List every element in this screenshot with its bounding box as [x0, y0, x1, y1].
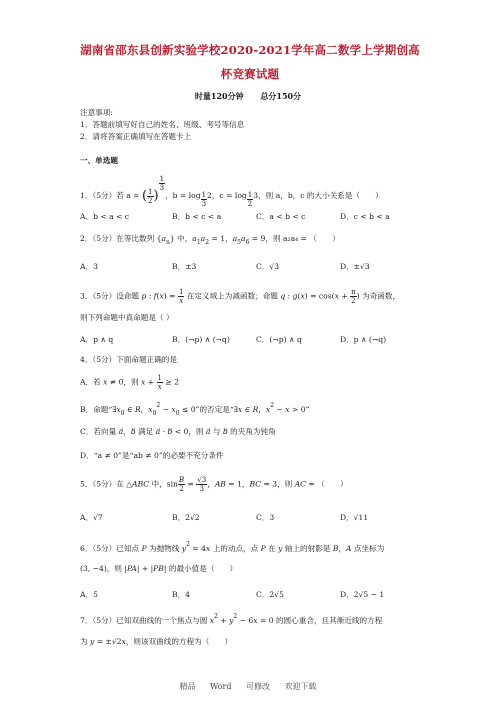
- q3-option-a: A．p ∧ q: [80, 335, 114, 344]
- note-item-1: 1．答题前填写好自己的姓名、班级、考号等信息: [80, 120, 245, 129]
- q1-option-c: C．a < b < c: [256, 212, 306, 221]
- total-score: 总分150分: [260, 91, 302, 101]
- q2-option-b: B．±3: [172, 262, 197, 271]
- q4-option-a: A．若 x ≠ 0，则 x + $\frac{1}{x}$ ≥ 2: [80, 374, 180, 391]
- question-3: 3．（5分）设命题 p : f(x) = $\frac{1}{x}$ 在定义域上为减函数；命题 q : g(x) = cos(x + $\frac{\pi}{2}$ ) 为奇函数，: [80, 288, 401, 305]
- question-4: 4．（5分）下面命题正确的是: [80, 355, 177, 364]
- question-2: 2．（5分）在等比数列 $\{a_n\}$ 中，$a_1a_2 = 1$，$a_5a_6 = 9$，则 a₂a₄ = （ ）: [80, 234, 340, 246]
- q3-option-c: C．(¬p) ∧ q: [256, 335, 302, 344]
- note-item-2: 2．请将答案正确填写在答题卡上: [80, 132, 192, 141]
- footer-item-3: 可修改: [246, 682, 270, 691]
- question-6: 6．（5分）已知点 P 为抛物线 $y^2 = 4x$ 上的动点，点 P 在 y 轴上的射影是 B，A 点坐标为: [80, 541, 385, 553]
- q6-option-d: D．2√5 − 1: [340, 590, 385, 599]
- q6-option-c: C．2√5: [256, 590, 284, 599]
- question-7-line2: 为 y = ±√2x，则该双曲线的方程为（ ）: [80, 637, 233, 646]
- q4-option-b: B．命题“$\exists x_0$ ∈ R，$x_0^2 - x_0 \le 0$”的否定是“∃x ∈ R，$x^2 - x > 0$”: [80, 402, 310, 417]
- time-limit: 时量120分钟: [194, 91, 244, 101]
- q1-option-d: D．c < b < a: [340, 212, 390, 221]
- footer: [0, 681, 496, 692]
- q3-option-b: B．(¬p) ∧ (¬q): [172, 335, 230, 344]
- section-heading: 一、单选题: [80, 156, 118, 165]
- notes-heading: 注意事项:: [80, 108, 113, 117]
- q6-option-b: B．4: [172, 590, 191, 599]
- q5-option-c: C．3: [256, 513, 275, 522]
- exam-title-line1: 湖南省邵东县创新实验学校2020-2021学年高二数学上学期创高: [80, 43, 420, 57]
- footer-item-1: 精品: [179, 682, 196, 691]
- footer-item-4: 欢迎下载: [284, 682, 317, 691]
- q4-option-c: C．若向量 a⃗，b⃗ 满足 a⃗ · b⃗ < 0，则 a⃗ 与 b⃗ 的夹角为钝角: [80, 427, 276, 436]
- q5-option-d: D．√11: [340, 513, 369, 522]
- q1-option-a: A．b < a < c: [80, 212, 130, 221]
- question-6-line2: (3, −4)，则 |PA| + |PB| 的最小值是（ ）: [80, 564, 238, 573]
- q6-option-a: A．5: [80, 590, 98, 599]
- exam-title-line2: 杯竞赛试题: [220, 67, 280, 81]
- question-1-stem-end: ，则 a，b，c 的大小关系是（ ）: [258, 191, 383, 200]
- q5-option-b: B．2√2: [172, 513, 200, 522]
- q2-option-d: D．±√3: [340, 262, 370, 271]
- time-and-score: [0, 91, 496, 102]
- q1-option-b: B．b < c < a: [172, 212, 222, 221]
- q4-option-d: D．“a ≠ 0”是“ab ≠ 0”的必要不充分条件: [80, 451, 224, 460]
- q2-option-a: A．3: [80, 262, 98, 271]
- question-1: 1．（5分）若 a = ( $\frac{1}{2}$ ) $\frac{1}{3}$ ，b = log $_{\frac{1}{3}}$ 2，c = log $_{\frac{1}{2}}$ 3，则 a，b，c 的大小关系是（ ）: [80, 175, 383, 208]
- question-5: 5．（5分）在 △ABC 中，sin $\frac{B}{2}$ = $\frac{√3}{3}$ ，AB = 1，BC = 3，则 AC = （ ）: [80, 476, 348, 493]
- question-2-stem-end: ，则 a₂a₄ = （ ）: [265, 234, 340, 243]
- q3-option-d: D．p ∧ (¬q): [340, 335, 387, 344]
- question-3-line2: 则下列命题中真命题是（ ）: [80, 313, 174, 322]
- q2-option-c: C．√3: [256, 262, 280, 271]
- question-7: 7．（5分）已知双曲线的一个焦点与圆 $x^2 + y^2 - 6x = 0$ 的圆心重合，且其渐近线的方程: [80, 613, 383, 625]
- q5-option-a: A．√7: [80, 513, 103, 522]
- footer-item-2: Word: [210, 682, 232, 691]
